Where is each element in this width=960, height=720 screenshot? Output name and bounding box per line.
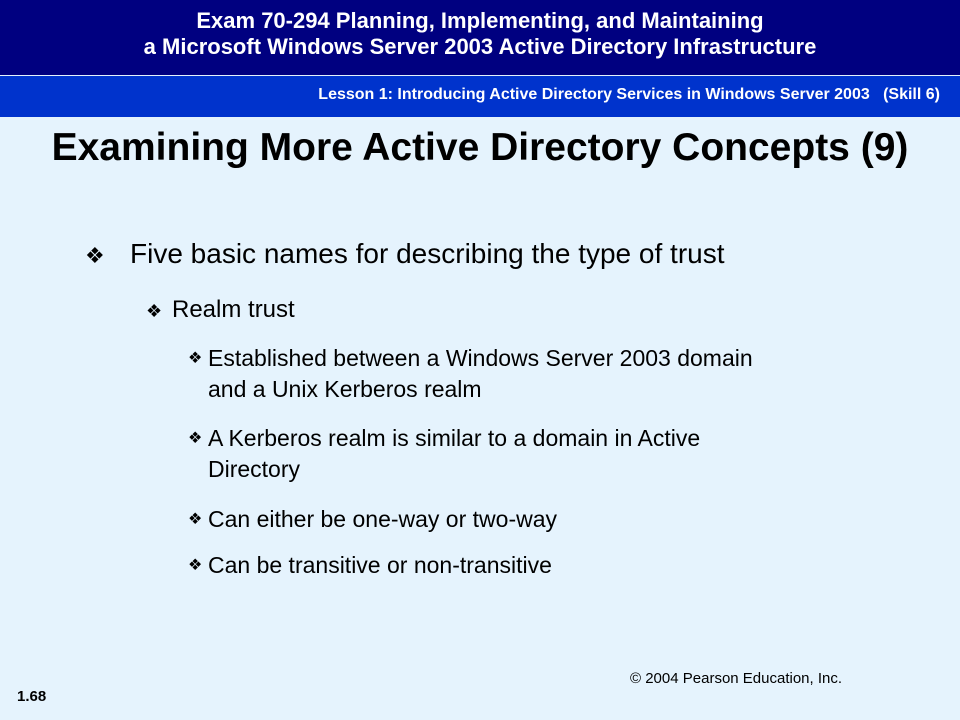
diamond-bullet-icon: ❖ [188,557,203,574]
lesson-title: Lesson 1: Introducing Active Directory Services in Windows Server 2003 (Skill 6) [318,86,940,103]
course-header [0,0,960,75]
diamond-bullet-icon: ❖ [188,350,203,367]
copyright-notice: © 2004 Pearson Education, Inc. [630,670,843,687]
bullet-level-2 [146,296,295,324]
bullet-level-1 [85,238,725,270]
bullet-text [208,423,700,485]
bullet-text-line-1: Established between a Windows Server 2003 domain [208,345,753,371]
diamond-bullet-icon: ❖ [85,243,105,268]
diamond-bullet-icon: ❖ [146,301,163,321]
bullet-level-3 [188,504,557,535]
bullet-text: Can either be one-way or two-way [208,506,557,532]
diamond-bullet-icon: ❖ [188,511,203,528]
bullet-level-3 [188,550,552,581]
slide-title: Examining More Active Directory Concepts (9) [51,126,909,169]
course-title-line-1: Exam 70-294 Planning, Implementing, and Maintaining [196,8,764,33]
bullet-text-line-2: Directory [208,456,301,482]
bullet-level-3 [188,423,700,485]
bullet-text [208,343,753,405]
bullet-text-line-1: A Kerberos realm is similar to a domain in Active [208,425,701,451]
course-title-line-2: a Microsoft Windows Server 2003 Active Directory Infrastructure [143,34,817,59]
lesson-bar [0,76,960,117]
slide-number: 1.68 [17,688,47,705]
diamond-bullet-icon: ❖ [188,430,203,447]
bullet-text: Can be transitive or non-transitive [208,552,552,578]
bullet-text: Five basic names for describing the type of trust [130,238,725,269]
bullet-level-3 [188,343,753,405]
bullet-text-line-2: and a Unix Kerberos realm [208,376,482,402]
bullet-text: Realm trust [172,296,295,323]
